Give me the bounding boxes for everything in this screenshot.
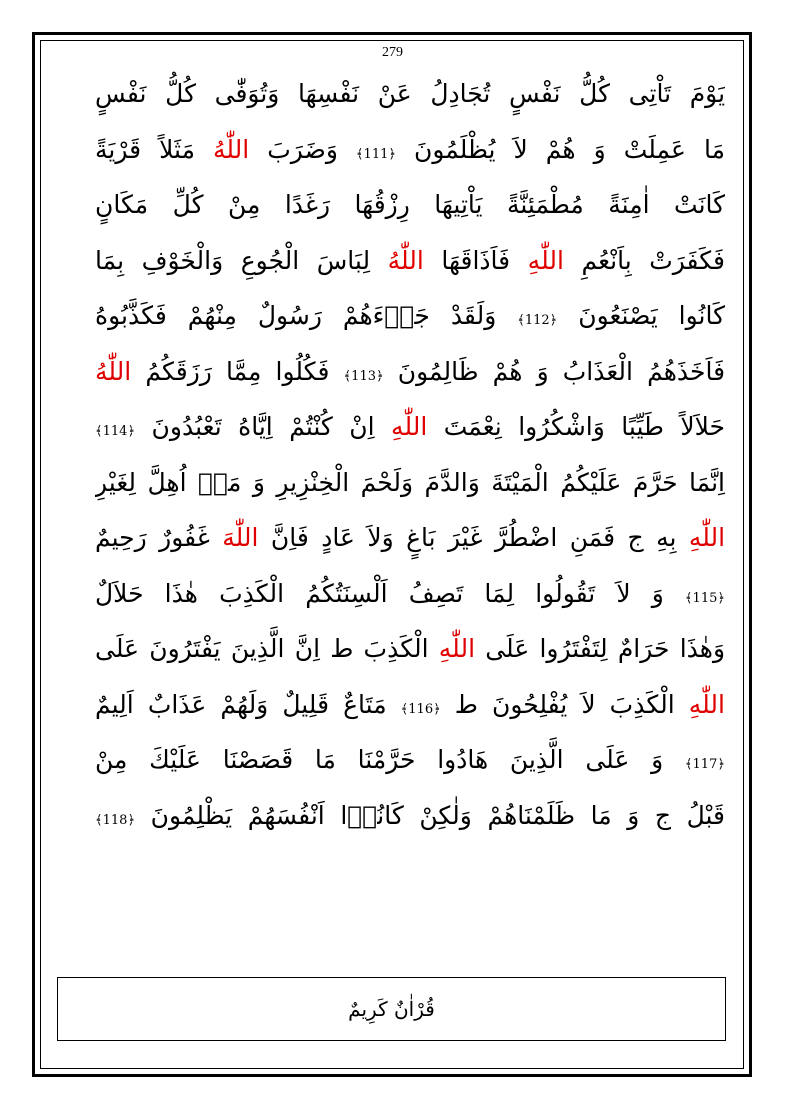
word: الَّذِينَ [230,634,285,663]
word: مِنْهُمْ [187,301,237,330]
word: اضْطُرَّ [494,523,558,552]
word: لِبَاسَ [316,245,371,275]
word: تُجَادِلُ [430,79,491,108]
word: وَهٰذَا [679,634,725,663]
text-line [95,177,725,233]
text-line [95,122,725,178]
word: نِعْمَتَ [443,412,502,441]
word: مِنْ [95,745,128,774]
word: كُلُّ [579,79,611,108]
word: مَا [314,745,336,774]
word: يَفْتَرُونَ [149,634,221,663]
word: كُلِّ [172,190,204,219]
word: بِهِ ج [627,523,677,552]
word: اَنْفُسَهُمْ [247,800,325,830]
verse-number-marker: ﴿111﴾ [355,146,396,162]
word: وَالدَّمَ [424,467,480,497]
verse-number-marker: ﴿114﴾ [95,424,136,439]
word: مَا [703,134,725,164]
text-line [95,621,725,677]
word: بَاغٍ [406,523,436,552]
word: تَصِفُ [408,578,464,608]
divine-name-word: اللّٰهَ [222,523,259,552]
word: وَاشْكُرُوا [518,412,605,441]
word: يَصْنَعُونَ [578,301,658,330]
word: لِغَيْرِ [95,467,137,497]
word: رَحِيمٌ [95,523,147,552]
word: وَلَقَدْ [450,301,497,330]
word: فَكَذَّبُوهُ [95,301,167,330]
word: عَلَيْكُمُ [560,467,622,497]
word: رَسُولٌ [257,301,322,330]
text-line [95,566,725,622]
word: مِمَّا [225,356,262,386]
word: مُطْمَئِنَّةً [506,190,584,219]
word: كَانُوۤا [340,800,404,830]
word: حَرَّمَ [632,467,678,497]
word: يَظْلِمُونَ [150,800,233,830]
word: عَلَى [485,634,530,663]
footer-title: قُرْاٰنٌ كَرِيمٌ [348,997,435,1021]
text-line [95,732,725,788]
word: الْكَذِبَ [609,689,675,719]
word: غَيْرَ [447,523,483,552]
word: يُفْلِحُونَ ط [454,689,568,719]
word: حَلاَلاً [680,412,725,441]
word: غَفُورٌ [159,523,210,552]
word: اٰمِنَةً [608,190,650,219]
word: تَقُولُوا [535,578,596,608]
text-line [95,233,725,289]
word: طَيِّبًا [621,412,664,441]
word: حَرَّمْنَا [357,745,416,774]
word: قَبْلُ ج [654,800,725,830]
divine-name-word: اللّٰهُ [95,356,132,386]
word: وَلَحْمَ [360,467,414,497]
word: اُهِلَّ [147,467,187,497]
verse-number-marker: ﴿116﴾ [400,701,441,717]
divine-name-word: اللّٰهُ [387,245,424,275]
word: اَلْسِنَتُكُمُ [305,578,388,608]
word: يُظْلَمُونَ [414,134,496,164]
word: قَصَصْنَا [222,745,294,774]
word: عَلَى [95,634,140,663]
word: اَلِيمٌ [95,689,134,719]
word: كُلُّ [165,79,196,108]
word: وَ عَلَى [585,745,664,774]
word: اِيَّاهُ [238,412,273,441]
word: كَانُوا [678,301,725,330]
word: عَذَابٌ [147,689,207,719]
word: وَ مَاۤ [197,467,265,497]
word: هَادُوا [437,745,489,774]
text-line [95,66,725,122]
text-line [95,455,725,511]
quran-text-block [95,66,725,843]
verse-number-marker: ﴿118﴾ [95,812,136,828]
word: فَاِنَّ [270,523,309,552]
word: بِاَنْعُمِ [581,245,632,275]
text-line [95,677,725,733]
divine-name-word: اللّٰهِ [391,412,428,441]
word: وَ لاَ [616,578,664,608]
word: نَفْسِهَا [298,79,360,108]
word: هٰذَا [164,578,198,608]
word: الْخِنْزِيرِ [276,467,350,497]
word: الْكَذِبَ ط [330,634,429,663]
word: ظَلَمْنَاهُمْ [487,800,576,830]
word: فَكَفَرَتْ [649,245,725,275]
word: عَنْ [377,79,412,108]
word: عَادٍ [321,523,355,552]
word: الَّذِينَ [509,745,564,774]
word: وَ هُمْ [492,356,549,386]
word: لِتَفْتَرُوا [539,634,608,663]
word: وَ هُمْ [545,134,606,164]
word: الْجُوعِ [240,245,300,275]
word: عَلَيْكَ [149,745,201,774]
text-line [95,344,725,400]
word: اِنَّمَا [689,467,725,497]
text-line [95,288,725,344]
word: فَاَخَذَهُمُ [647,356,725,386]
word: تَعْبُدُونَ [151,412,222,441]
word: رَغَدًا [284,190,331,219]
word: وَلاَ [367,523,394,552]
verse-number-marker: ﴿115﴾ [684,590,725,606]
word: وَ مَا [590,800,640,830]
word: لِمَا [484,578,515,608]
word: يَوْمَ [689,79,725,108]
word: وَالْخَوْفِ [141,245,224,275]
verse-number-marker: ﴿117﴾ [684,757,725,772]
text-line [95,788,725,844]
word: كُنْتُمْ [289,412,333,441]
page-number: 279 [382,45,403,60]
word: عَمِلَتْ [623,134,686,164]
word: ظَالِمُونَ [397,356,479,386]
word: الْكَذِبَ [219,578,285,608]
word: مَتَاعٌ [343,689,387,719]
word: رِزْقُهَا [354,190,410,219]
divine-name-word: اللّٰهِ [527,245,564,275]
word: مَثَلاً [159,134,195,164]
word: اِنَّ [294,634,321,663]
word: اِنْ [349,412,375,441]
divine-name-word: اللّٰهِ [438,634,476,663]
word: مَكَانٍ [95,190,149,219]
verse-number-marker: ﴿113﴾ [343,368,384,384]
text-line [95,399,725,455]
word: مِنْ [227,190,261,219]
word: رَزَقَكُمُ [145,356,212,386]
text-line [95,510,725,566]
word: نَفْسٍ [95,79,147,108]
word: قَلِيلٌ [282,689,330,719]
word: وَتُوَفّٰى [214,79,280,108]
word: بِمَا [95,245,125,275]
word: يَاْتِيهَا [434,190,483,219]
word: وَضَرَبَ [267,134,338,164]
word: تَاْتِى [628,79,672,108]
word: وَلَهُمْ [220,689,269,719]
divine-name-word: اللّٰهُ [213,134,250,164]
verse-number-marker: ﴿112﴾ [517,313,558,328]
word: لاَ [513,134,528,164]
word: قَرْيَةً [95,134,142,164]
word: حَلاَلٌ [95,578,144,608]
footer-box [57,977,726,1041]
word: جَاۤءَهُمْ [342,301,430,330]
word: فَكُلُوا [275,356,330,386]
divine-name-word: اللّٰهِ [688,523,725,552]
word: كَانَتْ [674,190,725,219]
word: فَاَذَاقَهَا [441,245,511,275]
word: حَرَامٌ [617,634,670,663]
word: فَمَنِ [569,523,616,552]
word: وَلٰكِنْ [419,800,472,830]
divine-name-word: اللّٰهِ [688,689,725,719]
word: الْمَيْتَةَ [491,467,549,497]
word: الْعَذَابُ [562,356,633,386]
word: نَفْسٍ [509,79,561,108]
word: لاَ [581,689,596,719]
